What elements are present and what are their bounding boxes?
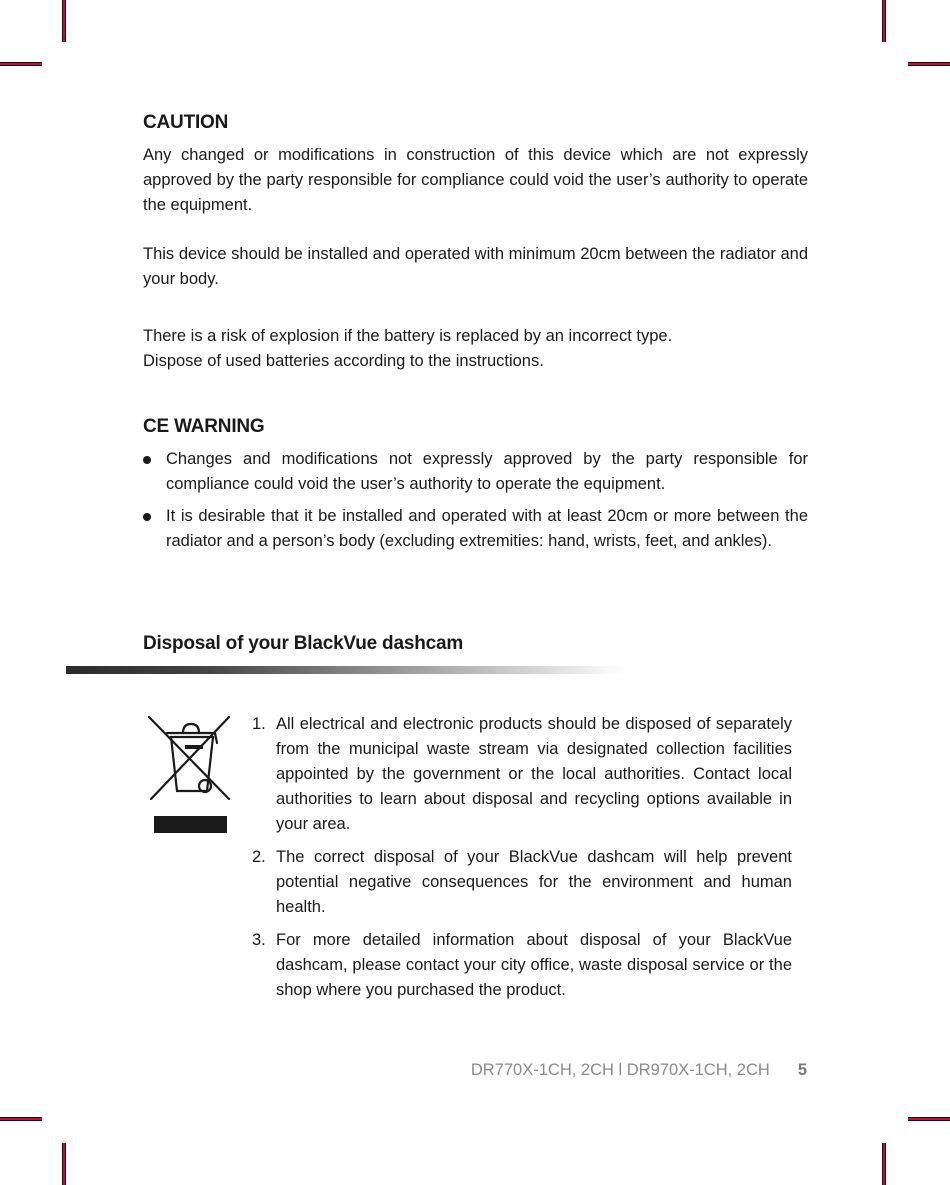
ce-warning-item-text: It is desirable that it be installed and operated with at least 20cm or more between the radiator and a person’s body (excluding extremities: hand, wrists, feet, and ankles). xyxy=(166,507,808,550)
list-item xyxy=(143,504,808,554)
main-content xyxy=(143,112,808,561)
footer-model-text: DR770X-1CH, 2CH l DR970X-1CH, 2CH xyxy=(470,1061,770,1079)
item-number: 2. xyxy=(252,848,266,866)
caution-paragraph-3 xyxy=(143,324,808,374)
crossed-out-wheelie-bin-icon xyxy=(145,713,235,838)
caution-paragraph-2: This device should be installed and operated with minimum 20cm between the radiator and your body. xyxy=(143,245,808,288)
disposal-item-text: For more detailed information about disposal of your BlackVue dashcam, please contact your city office, waste disposal service or the shop where you purchased the product. xyxy=(276,931,792,999)
crop-mark-top-left-horizontal xyxy=(0,62,42,66)
crop-mark-bottom-right-horizontal xyxy=(908,1117,950,1121)
crop-mark-top-left-vertical xyxy=(62,0,66,42)
item-number: 1. xyxy=(252,715,266,733)
crop-mark-bottom-left-vertical xyxy=(62,1143,66,1185)
crop-mark-bottom-right-vertical xyxy=(882,1143,886,1185)
list-item xyxy=(143,447,808,497)
crop-mark-bottom-left-horizontal xyxy=(0,1117,42,1121)
bullet-icon xyxy=(143,456,151,464)
page-number: 5 xyxy=(797,1061,807,1079)
disposal-item-text: The correct disposal of your BlackVue dashcam will help prevent potential negative consequences for the environment and human health. xyxy=(276,848,792,916)
item-number: 3. xyxy=(252,931,266,949)
battery-risk-line: There is a risk of explosion if the battery is replaced by an incorrect type. xyxy=(143,327,673,345)
disposal-item-text: All electrical and electronic products should be disposed of separately from the municipal waste stream via designated collection facilities appointed by the government or the local authorities. Contact local authorities to learn about disposal and recycling options available in your area. xyxy=(276,715,792,833)
ce-warning-list xyxy=(143,447,808,554)
battery-dispose-line: Dispose of used batteries according to the instructions. xyxy=(143,352,544,370)
disposal-list xyxy=(252,712,792,1011)
caution-heading: CAUTION xyxy=(143,112,229,133)
list-item xyxy=(252,928,792,1003)
ce-warning-item-text: Changes and modifications not expressly approved by the party responsible for compliance could void the user’s authority to operate the equipment. xyxy=(166,450,808,493)
page-footer xyxy=(471,1061,807,1080)
list-item xyxy=(252,845,792,920)
caution-paragraph-1: Any changed or modifications in construction of this device which are not expressly approved by the party responsible for compliance could void the user’s authority to operate the equipment. xyxy=(143,146,808,214)
disposal-heading: Disposal of your BlackVue dashcam xyxy=(143,633,464,654)
crop-mark-top-right-horizontal xyxy=(908,62,950,66)
ce-warning-heading: CE WARNING xyxy=(143,416,265,437)
section-divider xyxy=(66,666,626,674)
bullet-icon xyxy=(143,513,151,521)
crop-mark-top-right-vertical xyxy=(882,0,886,42)
list-item xyxy=(252,712,792,837)
